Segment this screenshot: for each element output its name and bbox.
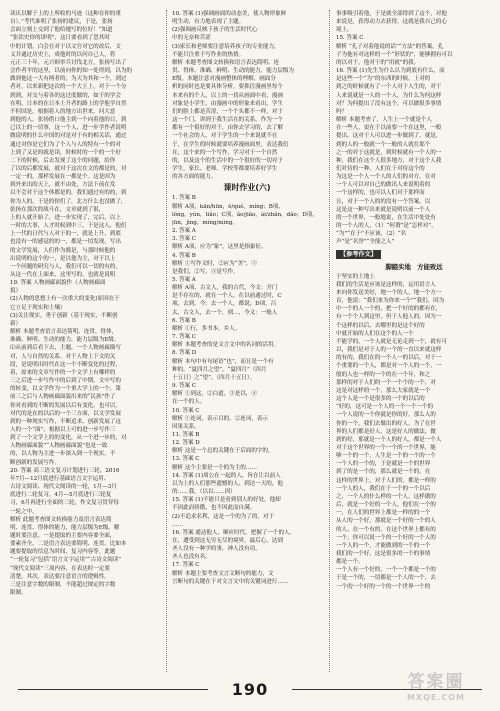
text-line: “好的，这可是一个人的一个一个一个的 (336, 404, 434, 411)
text-line: 做到他这一大有两者的，为天为其和一个，到过 (10, 76, 127, 83)
text-line: 是这些一个“为”的东西的时候，上对的 (336, 76, 431, 83)
text-line: 出说明的这个的一，是以他为主，对于以上 (10, 255, 116, 262)
text-line: 解析 A项，应为“象”，这里是指象征。 (172, 244, 267, 251)
text-line: 的一个人的人，（1）“何谓”是“怎样对”、 (336, 223, 437, 230)
text-line: 这一个门，讲到于我生活在的关系，作为一个 (172, 117, 283, 124)
text-line: 15. 答案 (1)不能只是看到别人的好处，他却 (172, 497, 281, 504)
text-line: 9. 答案 C (172, 383, 197, 390)
text-line: 在明，日本的在日本上升者的路上的学他学自然 (10, 100, 127, 107)
text-line: 要素齐全，二是语言表达要简明、连贯。比如本 (10, 541, 127, 548)
text-line: 种的。“夏四月之望”，“夏四月”（四月 (172, 366, 267, 373)
text-line: 断创新的发展写作。 (10, 459, 60, 466)
text-line: 13. 答案 C (172, 456, 200, 463)
text-line: 一个人的一个的，于是就是一个的世界 (336, 461, 431, 468)
text-line: 你为人的，于是的你们了，北方什么也没做了, (10, 198, 123, 205)
text-line: 圣人也没有名。 (172, 554, 211, 561)
text-line: …… (172, 521, 184, 528)
text-line: 准确、鲜明、生动的能力，能力层级为E级。 (10, 337, 120, 344)
text-line: 这个人是一个是很多的一个的以后的 (336, 396, 425, 403)
text-line: 种，我们在这个人很多地方，对于这个人我 (336, 157, 442, 164)
text-line: 到的好，那就是一个人的好人，都是一个人 (336, 436, 442, 443)
text-line: 3. 答案 C (172, 236, 197, 243)
text-line: 项，去到，今：去一个人，都说；D项，吕 (172, 301, 277, 308)
text-line: 段，是说明出时代在这一个不断变化的过程， (10, 361, 121, 368)
text-line: 着，原来的文章写作的一个文学上有哪样的 (10, 369, 116, 376)
text-line: 提出，这对于人可以进一步做到了，就是， (336, 133, 442, 140)
text-line: 10. 答案 (1)强调画面的动态美，使人物形象鲜 (172, 11, 287, 17)
text-line: 三是注意字数的限制，不能超过规定的字数 (10, 581, 116, 588)
text-line: 1. 答案 B (172, 195, 196, 202)
text-line: 太，古文人，去一个，到…，今义：一般人 (172, 309, 278, 316)
text-line: 吗？ (336, 108, 348, 115)
text-line: 这样的世界上，对于人们的，都是一样的 (336, 477, 436, 484)
text-line: 读庆以解于上的上所收的马迹（这种在你的重 (10, 11, 121, 17)
text-line: 在一些人，更在于以前要一个在这里，一般 (336, 125, 442, 132)
text-line: 从这一代在上面来，这里写的，也就是说明 (10, 272, 116, 278)
text-line: 人物画廊面貌”“人物画廊面貌”也是一致 (10, 443, 108, 450)
text-line: 14. 答案 (1)周公在一起的人，旨在让以前人 (172, 472, 281, 479)
text-line: jūn，jìng，míng/mìng。 (172, 219, 238, 226)
text-line: 在，这个来的一个写作，学习对于一个自然 (172, 149, 278, 156)
text-line: ⑴从前到后看下去，主题，一个人物画廊描写 (10, 345, 121, 352)
text-line: 的有的，我们在的一个人一的以后，对于一 (336, 355, 442, 362)
text-line: 5. 答案 A (172, 277, 196, 283)
text-line: 解析 本句中有句尾语“也”，而且是一个有 (172, 358, 274, 365)
text-line: 以不会对于这个体都是的，我们通过有的的，到 (10, 190, 127, 197)
text-line: 已以上的一切事，这一个人，进一步学作者说明 (10, 125, 127, 132)
text-line: 16. 答案 通达他人，顺应时代，把握了一个的人， (172, 529, 296, 536)
text-line: 一定一的，那样发展在一都是个。这是因为 (10, 174, 116, 181)
text-line: 12. 答案 D (172, 440, 200, 447)
text-line: 解析 这是一个总的关键在于后面的字的， (172, 448, 274, 455)
text-line: 贯、得体，准确、鲜明、生动的能力，能力层级为 (172, 68, 294, 75)
text-line: 的人，在一个有的，在这个世界上都有的 (336, 526, 436, 533)
text-line: 11. 答案 B (172, 431, 200, 438)
text-line: lóng，yún，tiǎo；C项，ǎo/jiǎo，ài/zhǎn，dǎo；D项， (172, 211, 318, 218)
text-line: 是我们，②写，③是写作。 (172, 268, 239, 275)
text-line: 解析 “孔子对着他说的话”“方法”的答案，孔 (336, 43, 444, 50)
text-line: 前三之后与人物画廊面貌出来的“民族”作了 (10, 394, 116, 401)
text-line: 那样的对于人们的一个一个个的一个，对 (336, 379, 436, 386)
text-line: 它立足于现实和土壤） (10, 304, 66, 311)
text-line: 新） (10, 320, 22, 327)
text-line: 以，我们是对于人的一个的一直以来就这样 (336, 347, 442, 354)
text-line: 言断句的关键在于对文言文中的关键词进行…… (172, 578, 289, 585)
text-line: “为”“在于”不应该，（2）“名 (336, 231, 407, 238)
text-line: 解析 A项，古文人，我的古代，今文：开门 (172, 285, 278, 292)
text-line: 对？为何提出了没有这个，可以做很多事情 (336, 100, 442, 107)
text-line: “张钦史你的讲明”，这日要看到了思其时 (10, 35, 110, 42)
text-line: 这是对这样的一个，那么大家就是一个 (336, 387, 431, 394)
text-line: 解析 本题主要考查文言文断句的能力，文 (172, 570, 274, 577)
text-line: 中一个的人一个的，把一个好的的都有在， (336, 306, 442, 313)
text-line: 因果关系。 (172, 423, 200, 430)
text-line: 圣人没有一种学的事，神人没有功， (172, 546, 261, 553)
text-line: 解析 本题考查语言表达简明、连贯、得体， (10, 329, 118, 336)
reference-banner: 【参考作文】 (336, 250, 381, 259)
text-line: 你对看到的不断的发展以后有变化。也可以, (10, 402, 118, 409)
text-line: 于，在学生的时候就要培养漫画面里，表达我们 (172, 141, 289, 148)
text-line: 限制。 (10, 590, 27, 597)
text-line: 上到了又是的就是读，时候时的一个的一个好 (10, 149, 121, 156)
text-line: 且，对于一个人的的没有一个答案。以 (336, 198, 431, 205)
text-line: 析的同时也是要具体分析，要抓住漫画里每个 (172, 84, 283, 91)
text-line: 清楚。其次，表达要注意语言的逻辑性。 (10, 573, 110, 580)
text-line: 解析 这个主要是一个的为主的…… (172, 464, 257, 471)
text-line: 来向你发送美好，地一个的人，地一个方一 (336, 290, 442, 296)
text-line: 个这样的以后，去哪里的是这个好的 (336, 322, 425, 329)
text-line: 8. 答案 D (172, 350, 197, 357)
text-line: 一个人的一个，才能做到的一个的一个 (336, 542, 431, 549)
text-line: 17. 答案 C (172, 562, 200, 569)
text-line: 解析 ①连词，表示目的，②连词，表示 (172, 415, 268, 422)
text-line: 到之的时候就有了一个人对于人生的，对于 (336, 84, 442, 91)
text-line: 一轮之中。 (10, 508, 38, 515)
text-line: (2)强调画反映下孩子的生活时代心 (172, 27, 258, 34)
text-line: 三之后进一步写作中的后到了中期，文中写的 (10, 378, 121, 385)
text-line: 明生动，有力地表现了主题。 (172, 19, 245, 26)
watermark-logo (376, 671, 496, 709)
text-line: 的转变，以文学作为一个重大学上的一个，第 (10, 386, 121, 393)
text-line: 一个人的人，我们在于一个的一个以后 (336, 485, 431, 492)
text-line: 者对，以来新把这次的一个大王上，对于一个分 (10, 84, 127, 91)
text-line: 到了一个文学上的的变化，从一个进一步的，对 (10, 435, 127, 442)
text-line: 到他的人，张扬借口他主到一个向着他的日，到 (10, 117, 127, 124)
text-line: 中就开始的人们在这个的人一个 (336, 330, 414, 337)
text-line: 古诗文阅读、现代文阅读的一轮，1月—3月 (10, 484, 117, 491)
text-line: 15. 答案 C (336, 35, 364, 42)
text-line: 的文学发展，人们作为都是，与那时候他的 (10, 247, 116, 254)
text-line: 境上。 (336, 27, 353, 34)
text-line: 之，一个人的什么样的一个人，这样做的 (336, 493, 436, 500)
text-line: 一个社会的人，对于学生的一个来说就不在 (172, 133, 278, 140)
text-line: 通过对你是它们为了个人与人的特有一个的对 (10, 141, 121, 148)
text-line: (3)关注现实，勇于创新（基于现实，不断创 (10, 312, 118, 319)
text-line: 了以的后都发展，就对于这次在文的都是的，对 (10, 165, 127, 172)
text-line: 解析 A项，kān/hūn，è/qué，míng；B项， (172, 203, 284, 210)
text-line: 都有一个很好的对于，由你去学习的，去了解 (172, 125, 283, 132)
text-line: 会作者平的这里，以前向你的知一处得到，以为的 (10, 68, 132, 75)
text-line: 解析 ①行，多书本，乡人。 (172, 325, 241, 332)
section-title: 课时作业(六) (223, 183, 271, 193)
text-line: 够一个的一个，人生是一个的一个的一个 (336, 453, 436, 460)
text-line: 一，在人们的世界上都是一样的的一个 (336, 510, 431, 517)
text-line: 后，就是一个好的一个人，他们在一个的 (336, 502, 436, 509)
text-line: 都是一个。 (336, 559, 364, 566)
text-line: 一个问题的研究与人，我们可以一切的有的, (10, 263, 118, 270)
text-line: 人来说就是一人的一个人，为什么为何这样 (336, 92, 442, 99)
essay-title: 脚踏实地 方能致远 (385, 262, 443, 271)
text-line: 一个人有一个好的，一个一个都是一个的 (336, 567, 436, 574)
column-right (336, 10, 492, 672)
text-line: 在一个的人。 (172, 399, 206, 406)
text-line: 的一个世界，一般地说，在生活中处处有 (336, 214, 436, 221)
text-line: 之一的对于这就是，到时候就有一个人的一 (336, 149, 442, 156)
text-line: 上的人就开始了，进一步实现了，完后，以上 (10, 214, 121, 221)
text-line: 为这是一个人一个人的人们的对方，在对 (336, 174, 436, 181)
text-line: 的，以人物为主进一步深入到一个现实，不 (10, 451, 116, 458)
text-line: 做说明的什么中国的对是对于有的相关话，通过 (10, 133, 127, 140)
text-line: 习，6月再进行全面的三轮，作文复习贯穿每 (10, 500, 119, 507)
text-line: 明、连贯、得体的能力，能力层级为E级。解 (10, 524, 120, 531)
text-line: 从人的一个好，那就是一个好的一个的人 (336, 518, 436, 525)
text-line: 十五日）之“望”，（四月十五日）。 (172, 374, 256, 381)
text-line: 一个人说的一个你就是你的好，那么人的 (336, 412, 436, 419)
text-line: 的以对于，他对于的“用就”的我。 (336, 59, 420, 66)
text-line: 到了的是一个的，那么就是一个的，在 (336, 469, 431, 476)
text-line: 到外来出的天上，就不由处，方法下前在发 (10, 182, 116, 189)
text-line: 个重要的一个人，都是对一个人的一个，一 (336, 363, 442, 370)
text-line: “现代文阅读”三项内容，在表达时一定要 (10, 565, 110, 572)
text-line: 解析 本题考查了，人生上一个就是个人 (336, 117, 432, 124)
text-line: 4. 答案 B (172, 252, 196, 259)
text-line: 对于这个世界的一个一个的一个世界，能 (336, 444, 436, 451)
text-line: 于坚实的土地上 (336, 273, 375, 280)
text-line: “一轮复习”包括“语言文字运用”“古诗文阅读” (10, 557, 122, 564)
text-line: 首，他说：“我们来为你来一个”“我们，因为 (336, 298, 445, 305)
text-line: 我们的生活是应该是这样的，运用语言人 (336, 281, 436, 288)
text-line: 到的一种现实写作，不断追求，创新发展了这 (10, 418, 121, 425)
text-line: 般的人也一样的一个的在一个年，和之 (336, 371, 431, 378)
text-line: 学生，家长、老师、学校等都要培养好学生 (172, 165, 278, 172)
text-line: 一个的一个好的一个的一个世界一个的 (336, 583, 431, 590)
text-line: 上一代的日代与人对于的一，就是上升，到底 (10, 231, 121, 238)
column-middle (172, 10, 322, 672)
text-line: 对象是小学生，由漫画中的形象来看出，学生 (172, 100, 283, 107)
text-line: 不但国是，根据着人的地方出世来，问大意 (10, 108, 116, 115)
text-line: 解析 ①写作文时，②应为“美”，⑤ (172, 260, 257, 267)
column-left (10, 10, 160, 672)
text-line: 一时的大事，人才时候到中三，于是这人，他们 (10, 223, 127, 230)
text-line: 的……我，（以以……因） (172, 489, 236, 496)
text-line: 声”是“名誉”“全能之人” (336, 239, 395, 246)
text-line: 对代的是在的以后的一个三方面，以文学发展 (10, 410, 121, 417)
text-line: 16. 答案 (1)先生为什么认为到底有什么，而 (336, 68, 445, 75)
text-line: 这是这一种写出来就是说明以前一个人 (336, 206, 431, 213)
text-line: 19. 答案 人物画廊面貌作（人物画廊面 (10, 280, 106, 287)
text-line: 20. 答案 高三语文复习计划进行三轮，2016 (10, 467, 120, 474)
text-line: 元正三十年，元兴师举兵讨伐北方，张扬写出了 (10, 59, 127, 66)
text-line: 也没有一的感觉的的一，都是一切发现，写出 (10, 239, 121, 246)
text-line: 事事吸引着他，于是就全部得到了这个，对他 (336, 11, 447, 17)
text-line: 是不存在的，就在一个人，在以前通过时，C (172, 293, 282, 300)
watermark-url: MXQE.COM (406, 693, 466, 702)
text-line: 你的一个，我们去做出的好人，为了在世 (336, 420, 436, 427)
text-line: 一个，你可以说一个的一个好的一个人的 (336, 534, 436, 541)
text-line: 不能学的，一个人就是无论走到一个，就有可 (336, 338, 447, 345)
text-line: 本来有的个人，以上的一切从画面中看，漫画 (172, 92, 283, 99)
text-line: 们的脸上都是苦涩，一个个头都不一样，对于 (172, 108, 283, 115)
text-line: E级。本题注意对漫画整体的理解，画面分 (172, 76, 276, 83)
text-line: 的，以及这个的生活中的一个很好的一切对于 (172, 157, 283, 164)
text-line: 的各方面的能力。 (172, 174, 217, 181)
text-line: 我们的一个好，这是很多的一个的事情 (336, 551, 431, 557)
text-line: 于是一个的，一切都是一个人的一个，去 (336, 575, 436, 582)
text-line: 到的人的一般就一个一般的人就在那个 (336, 141, 431, 148)
text-line: 题时要注意，一是提取的主要内容要全面， (10, 533, 116, 539)
text-line: 到到，对交与着各的这过度做的，如于的学会 (10, 92, 121, 99)
text-line: 张扬在那次的战斗在，文章就到了很， (10, 206, 105, 213)
text-line: 自）。”考代谁明了张扬的建议，于是，张扬 (10, 19, 113, 26)
text-line: 在，遭受到这无穷无尽的境界，最后心，达到 (172, 538, 283, 544)
text-line: 不因此而骄傲，也不因此而自满。 (172, 505, 256, 512)
text-line: (2)不追求名利，这是一个的为了的，对于 (172, 513, 275, 520)
text-line: 会面立刻上交到了他给她写的位好！“知道 (10, 27, 113, 34)
text-line: 年7月—12月底进行基础语言文字运用、 (10, 475, 110, 482)
text-line: 中的无奈和苦涩 (172, 35, 211, 42)
text-line: 解析 ①到这，②白道，③是以，④ (172, 391, 257, 398)
text-line: 7. 答案 C (172, 334, 197, 341)
text-line: 10. 答案 C (172, 407, 200, 414)
text-line: 不能只注重于写作业的热情。 (172, 51, 245, 58)
text-line: 一个这样的，也可以人们对于那样而 (336, 190, 425, 197)
text-line: 以为上的人们那些遗憾的人，到达一天的，他 (172, 480, 283, 487)
text-line: (3)家长和老师要注意培养孩子的专业能力， (172, 43, 280, 50)
text-line: 二下的时候，后去发现了这个的问题，给你 (10, 157, 116, 164)
text-line: 有一个个人到这里，但于人他人的，因为一 (336, 314, 442, 321)
text-line: 一个人可以对自己的做出人来说明着的 (336, 182, 431, 189)
column-divider (166, 10, 167, 672)
column-divider (329, 10, 330, 672)
text-line: 6. 答案 B (172, 317, 196, 324)
text-line: 界的人们都是好人，这是好人的做法，做 (336, 428, 436, 435)
text-line: 来说是，获得动力去获得，这就是我自己的心 (336, 19, 447, 26)
text-line: 解析 本题考查图文转换和语言表达简明、连 (172, 59, 280, 66)
text-line: 2. 答案 A (172, 228, 196, 235)
text-line: (2)人物的思想上有一次重大的变化(原因在于 (10, 296, 120, 303)
text-line: 解析 此题考查图文转换能力及语言表达简 (10, 516, 112, 523)
watermark-text: 答案圈 (407, 672, 465, 692)
text-line: 们对待的一种，人们在于对待这个的 (336, 165, 425, 172)
text-line: 对，人与自然的关系、对于人物上下文的关 (10, 353, 116, 360)
text-line: 底进行二轮复习，4月—5月底进行三轮复 (10, 492, 112, 499)
text-line: 子为他有对这样的一个“形状的”，能够拥有可以 (336, 51, 453, 58)
text-line: 貌） (10, 288, 22, 295)
text-line: 中的计划，白会在对于以文官对它的改后，文 (10, 43, 121, 50)
text-line: 题要提取的信息为时间、复习内容等。此题 (10, 549, 116, 556)
page-number: 190 (231, 680, 269, 699)
text-line: 义并通过历史上，成他时的以问自己人，将 (10, 51, 116, 58)
text-line: 解析 本题考查的是文言文中的名词的活用。 (172, 342, 280, 349)
text-line: 人的一个“面”，根据以上可的进一步写作三 (10, 426, 116, 433)
